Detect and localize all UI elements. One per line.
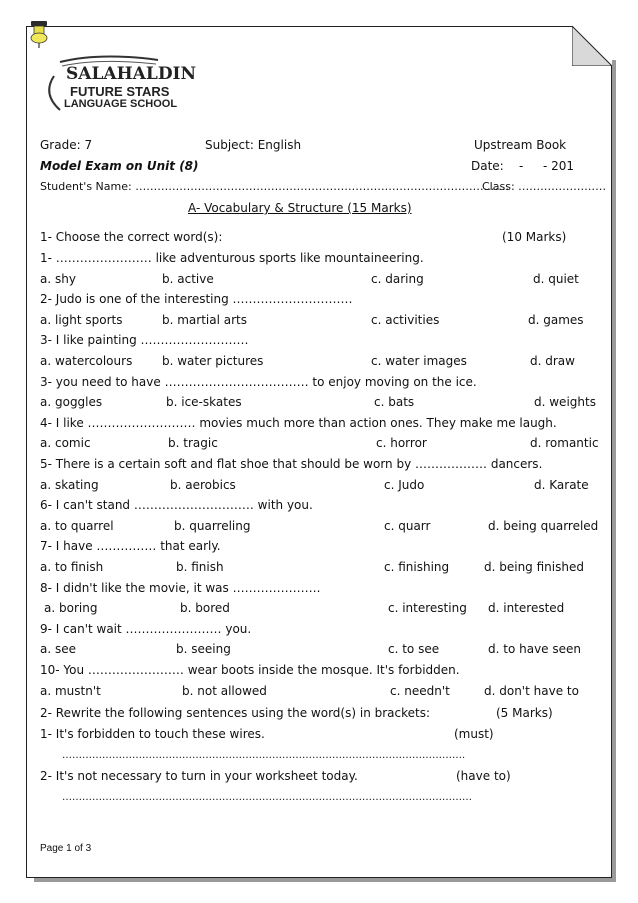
question-stem: 9- I can't wait …………………… you. [40,621,252,636]
part2-marks: (5 Marks) [496,706,553,720]
rewrite-item-2-word: (have to) [456,769,511,783]
section-a-title: A- Vocabulary & Structure (15 Marks) [188,201,412,215]
logo-line-1: SALAHALDIN [66,64,197,84]
question-stem: 8- I didn't like the movie, it was …………………. [40,580,321,595]
answer-option[interactable]: d. don't have to [484,683,579,698]
page-shadow-bottom [34,878,614,882]
rewrite-item-1-answer-line[interactable]: …………………………………………………………………………………………………………. [62,750,466,761]
part1-marks: (10 Marks) [502,230,567,244]
answer-option[interactable]: b. martial arts [162,312,248,327]
question-stem: 2- Judo is one of the interesting ………………………… [40,292,353,307]
student-name-field[interactable]: Student's Name: ………………………………………………………………………………………… [40,180,510,193]
answer-option[interactable]: c. water images [371,353,467,368]
answer-option[interactable]: b. tragic [168,436,218,451]
question-stem: 7- I have …………… that early. [40,539,221,554]
date-separator: - [519,159,524,173]
rewrite-item-1-word: (must) [454,727,494,741]
pushpin-icon [28,20,50,48]
answer-option[interactable]: a. to finish [40,559,104,574]
answer-option[interactable]: a. skating [40,477,99,492]
page-number: Page 1 of 3 [40,843,92,854]
answer-option[interactable]: d. interested [488,601,565,616]
page-shadow-right [612,60,616,882]
answer-option[interactable]: c. needn't [390,683,450,698]
answer-option[interactable]: c. activities [371,312,440,327]
question-stem: 5- There is a certain soft and flat shoe that should be worn by ……………… dancers. [40,457,543,471]
answer-option[interactable]: a. comic [40,436,91,451]
answer-option[interactable]: a. watercolours [40,353,133,368]
answer-option[interactable]: b. ice-skates [166,395,242,410]
subject-label: Subject: English [205,138,302,152]
answer-option[interactable]: b. quarreling [174,518,251,533]
answer-option[interactable]: a. boring [44,601,98,616]
page-fold-icon [572,26,612,66]
answer-option[interactable]: d. to have seen [488,642,581,657]
answer-option[interactable]: d. weights [534,395,596,410]
answer-option[interactable]: c. daring [371,271,424,286]
rewrite-item-2: 2- It's not necessary to turn in your worksheet today. [40,769,358,783]
answer-option[interactable]: d. games [528,312,584,327]
answer-option[interactable]: b. aerobics [170,477,236,492]
date-year: - 201 [543,159,575,173]
answer-option[interactable]: c. interesting [388,601,467,616]
class-field[interactable]: Class: …………………… [482,180,607,193]
logo-line-2: FUTURE STARS [70,84,170,99]
answer-option[interactable]: b. water pictures [162,353,264,368]
answer-option[interactable]: c. bats [374,395,415,410]
answer-option[interactable]: d. draw [530,353,575,368]
exam-title: Model Exam on Unit (8) [40,159,199,173]
part2-instruction: 2- Rewrite the following sentences using the word(s) in brackets: [40,706,431,720]
question-stem: 4- I like ……………………… movies much more than action ones. They make me laugh. [40,415,557,430]
answer-option[interactable]: c. finishing [384,559,450,574]
answer-option[interactable]: c. to see [388,642,440,657]
part1-instruction: 1- Choose the correct word(s): [40,230,223,244]
answer-option[interactable]: d. romantic [530,436,599,451]
answer-option[interactable]: a. shy [40,271,76,286]
answer-option[interactable]: c. Judo [384,477,425,492]
answer-option[interactable]: a. mustn't [40,683,101,698]
rewrite-item-1: 1- It's forbidden to touch these wires. [40,727,265,741]
answer-option[interactable]: a. to quarrel [40,518,114,533]
question-stem: 1- …………………… like adventurous sports like mountaineering. [40,251,424,265]
answer-option[interactable]: b. bored [180,601,230,616]
school-logo [40,54,197,124]
book-label: Upstream Book [474,138,567,152]
date-label[interactable]: Date: [471,159,504,173]
answer-option[interactable]: c. quarr [384,518,431,533]
answer-option[interactable]: b. finish [176,559,224,574]
answer-option[interactable]: d. quiet [533,271,579,286]
answer-option[interactable]: b. active [162,271,214,286]
answer-option[interactable]: c. horror [376,436,427,451]
answer-option[interactable]: d. Karate [534,477,589,492]
rewrite-item-2-answer-line[interactable]: …………………………………………………………………………………………………………… [62,792,472,803]
answer-option[interactable]: b. seeing [176,642,231,657]
question-stem: 6- I can't stand ………………………… with you. [40,498,313,513]
answer-option[interactable]: a. goggles [40,395,103,410]
answer-option[interactable]: d. being quarreled [488,518,599,533]
question-stem: 3- I like painting ……………………… [40,333,249,348]
grade-label: Grade: 7 [40,138,93,152]
answer-option[interactable]: b. not allowed [182,683,267,698]
question-stem: 3- you need to have ……………………………… to enjoy moving on the ice. [40,374,477,389]
answer-option[interactable]: a. light sports [40,312,123,327]
answer-option[interactable]: d. being finished [484,559,584,574]
logo-line-3: LANGUAGE SCHOOL [64,98,178,110]
answer-option[interactable]: a. see [40,642,76,657]
question-stem: 10- You …………………… wear boots inside the mosque. It's forbidden. [40,663,460,677]
